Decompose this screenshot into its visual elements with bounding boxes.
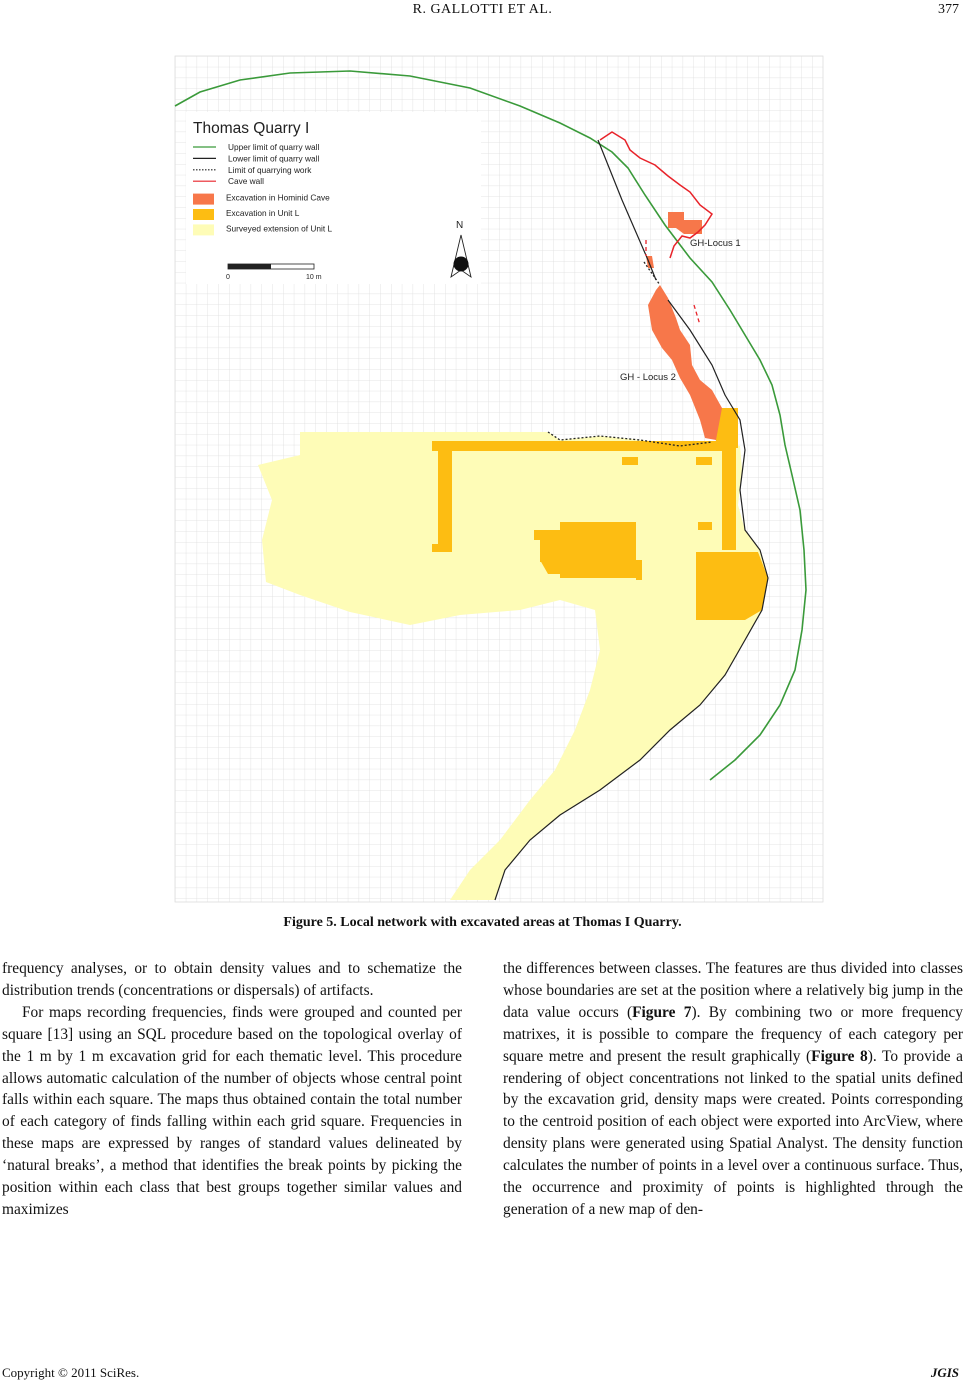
locus2-label: GH - Locus 2 xyxy=(620,372,676,383)
legend-label-5: Excavation in Unit L xyxy=(226,208,300,218)
figure-8-reference[interactable]: Figure 8 xyxy=(811,1047,868,1065)
legend-label-1: Lower limit of quarry wall xyxy=(228,153,320,164)
journal-name: JGIS xyxy=(930,1365,959,1380)
left-column xyxy=(2,958,462,1221)
text-segment: ). To provide a rendering of object concentrations not linked to the spatial units defined by the excavation grid, density maps were created. Points corresponding to the centroid position of each object were exported into ArcView, where density plans were generated using Spatial Analyst. The density function calculates the number of points in a level over a continuous surface. Thus, the occurrence and proximity of points is highlighted through the generation of a new map of den- xyxy=(503,1047,964,1218)
scale-end-label: 10 m xyxy=(306,274,322,281)
paragraph-2: For maps recording frequencies, finds were grouped and counted per square [13] using an SQL procedure based on the topological overlay of the 1 m by 1 m excavation grid for each thematic level. This procedure allows automatic calculation of the number of objects whose central point falls within each square. The maps thus obtained contain the total number of each category of finds falling within each grid square. Frequencies in these maps are expressed by ranges of standard values delineated by ‘natural breaks’, a method that identifies the break points by picking the position within each class that best groups together similar values and maximizes xyxy=(2,1003,462,1218)
legend-label-3: Cave wall xyxy=(228,176,264,187)
legend-label-6: Surveyed extension of Unit L xyxy=(226,223,333,234)
page-number: 377 xyxy=(938,2,959,17)
map-title: Thomas Quarry I xyxy=(193,120,310,137)
figure-7-reference[interactable]: Figure 7 xyxy=(632,1003,692,1021)
paragraph-1: frequency analyses, or to obtain density values and to schematize the distribution trends (concentrations or dispersals) of artifacts. xyxy=(2,960,462,999)
text-segment: ). By combining two or more frequency matrixes, it is possible to compare the frequency of each category per square metre and present the result graphically ( xyxy=(503,1003,963,1065)
copyright-notice: Copyright © 2011 SciRes. xyxy=(2,1365,140,1380)
north-label: N xyxy=(456,220,464,231)
paragraph-3 xyxy=(503,958,963,1221)
legend-symbol-6 xyxy=(193,224,214,235)
figure-caption: Figure 5. Local network with excavated areas at Thomas I Quarry. xyxy=(283,915,682,930)
legend-label-4: Excavation in Hominid Cave xyxy=(226,192,330,203)
legend-label-2: Limit of quarrying work xyxy=(228,164,312,175)
running-head-authors: R. GALLOTTI ET AL. xyxy=(412,2,553,17)
legend-label-0: Upper limit of quarry wall xyxy=(228,142,320,152)
locus1-label: GH-Locus 1 xyxy=(690,238,741,249)
scale-start-label: 0 xyxy=(226,274,230,281)
legend-symbol-4 xyxy=(193,194,214,205)
text-segment: the differences between classes. The features are thus divided into classes whose boundaries are set at the position where a relatively big jump in the data value occurs ( xyxy=(503,960,963,1021)
right-column xyxy=(503,958,963,1221)
legend-symbol-5 xyxy=(193,209,214,220)
